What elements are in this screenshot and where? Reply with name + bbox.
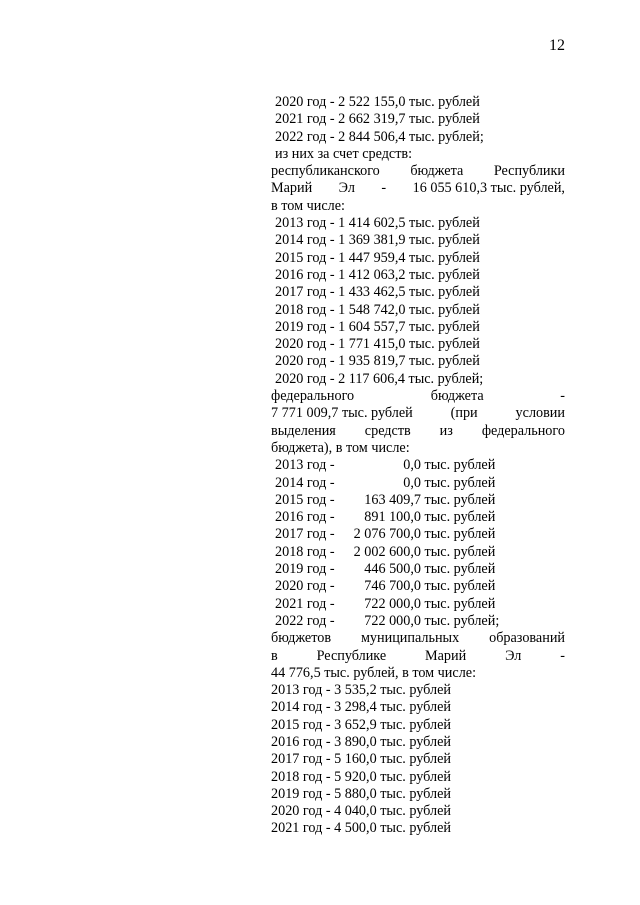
word: муниципальных: [360, 630, 460, 647]
word: -: [560, 647, 565, 664]
amount: 0,0: [403, 474, 421, 491]
word: республиканского: [271, 163, 380, 180]
word: (при: [450, 405, 478, 422]
year-label: 2014 год -: [275, 474, 335, 491]
year-line: 2019 год - 5 880,0 тыс. рублей: [271, 785, 451, 802]
republic-heading-line-1: [271, 163, 565, 180]
page-number: 12: [549, 37, 565, 54]
word: бюджета: [410, 163, 464, 180]
federal-year-row: [271, 475, 565, 492]
amount: 446 500,0: [364, 561, 421, 578]
year-label: 2020 год -: [275, 578, 335, 595]
word: -: [381, 180, 387, 197]
federal-year-row: [271, 578, 565, 595]
year-label: 2015 год -: [275, 491, 335, 508]
amount: 2 002 600,0: [353, 543, 421, 560]
year-line: 2016 год - 1 412 063,2 тыс. рублей: [275, 266, 480, 283]
year-line: 2014 год - 3 298,4 тыс. рублей: [271, 699, 451, 716]
unit: тыс. рублей: [421, 578, 496, 595]
year-label: 2021 год -: [275, 595, 335, 612]
federal-year-row: [271, 492, 565, 509]
year-line: 2017 год - 5 160,0 тыс. рублей: [271, 751, 451, 768]
year-line: 2019 год - 1 604 557,7 тыс. рублей: [275, 318, 480, 335]
year-label: 2018 год -: [275, 543, 335, 560]
word: Эл: [505, 647, 522, 664]
year-line: 2021 год - 4 500,0 тыс. рублей: [271, 820, 451, 837]
word: Республики: [493, 163, 565, 180]
year-line: 2015 год - 1 447 959,4 тыс. рублей: [275, 249, 480, 266]
federal-year-row: [271, 526, 565, 543]
unit: тыс. рублей: [421, 509, 496, 526]
year-line: 2020 год - 2 522 155,0 тыс. рублей: [275, 94, 480, 110]
word: средств: [364, 422, 411, 439]
word: Марий: [271, 180, 313, 197]
word: федерального: [481, 422, 565, 439]
year-line: 2020 год - 2 117 606,4 тыс. рублей;: [275, 370, 484, 387]
year-line: 2020 год - 4 040,0 тыс. рублей: [271, 803, 451, 820]
year-line: 2022 год - 2 844 506,4 тыс. рублей;: [275, 128, 484, 145]
federal-heading-line-4: бюджета), в том числе:: [271, 439, 410, 456]
year-line: 2020 год - 1 771 415,0 тыс. рублей: [275, 336, 480, 353]
amount: 891 100,0: [364, 509, 421, 526]
year-line: 2013 год - 3 535,2 тыс. рублей: [271, 682, 451, 699]
republic-total: 16 055 610,3 тыс. рублей,: [412, 180, 565, 197]
word: Республике: [316, 647, 387, 664]
municipal-total-line: 44 776,5 тыс. рублей, в том числе:: [271, 664, 477, 681]
word: из: [439, 422, 453, 439]
amount: 722 000,0: [364, 612, 421, 629]
year-line: 2018 год - 1 548 742,0 тыс. рублей: [275, 301, 480, 318]
word: бюджета: [430, 388, 484, 405]
word: условии: [515, 405, 565, 422]
word: в: [271, 647, 278, 664]
word: Эл: [338, 180, 355, 197]
word: выделения: [271, 422, 336, 439]
federal-total: 7 771 009,7 тыс. рублей: [271, 405, 413, 422]
word: бюджетов: [271, 630, 332, 647]
year-line: 2020 год - 1 935 819,7 тыс. рублей: [275, 353, 480, 370]
funding-intro: из них за счет средств:: [275, 145, 413, 162]
municipal-heading-line-1: [271, 630, 565, 647]
word: образований: [489, 630, 565, 647]
year-label: 2019 год -: [275, 561, 335, 578]
amount: 722 000,0: [364, 595, 421, 612]
year-line: 2013 год - 1 414 602,5 тыс. рублей: [275, 215, 480, 232]
unit: тыс. рублей;: [421, 612, 500, 629]
federal-year-row: [271, 613, 565, 630]
amount: 746 700,0: [364, 578, 421, 595]
year-label: 2017 год -: [275, 526, 335, 543]
federal-year-row: [271, 561, 565, 578]
federal-heading-line-1: [271, 388, 565, 405]
unit: тыс. рублей: [421, 526, 496, 543]
year-line: 2016 год - 3 890,0 тыс. рублей: [271, 733, 451, 750]
year-label: 2016 год -: [275, 509, 335, 526]
year-label: 2013 год -: [275, 457, 335, 474]
including-label: в том числе:: [271, 197, 345, 214]
federal-heading-line-3: [271, 423, 565, 440]
republic-heading-line-2: [271, 180, 565, 197]
amount: 2 076 700,0: [353, 526, 421, 543]
year-line: 2015 год - 3 652,9 тыс. рублей: [271, 716, 451, 733]
year-label: 2022 год -: [275, 612, 335, 629]
federal-year-row: [271, 544, 565, 561]
municipal-heading-line-2: [271, 648, 565, 665]
year-line: 2017 год - 1 433 462,5 тыс. рублей: [275, 284, 480, 301]
year-line: 2018 год - 5 920,0 тыс. рублей: [271, 768, 451, 785]
unit: тыс. рублей: [421, 457, 496, 474]
year-line: 2014 год - 1 369 381,9 тыс. рублей: [275, 232, 480, 249]
federal-year-row: [271, 509, 565, 526]
year-line: 2021 год - 2 662 319,7 тыс. рублей: [275, 111, 480, 128]
document-body: [271, 94, 565, 838]
unit: тыс. рублей: [421, 543, 496, 560]
federal-year-row: [271, 457, 565, 474]
amount: 0,0: [403, 457, 421, 474]
unit: тыс. рублей: [421, 595, 496, 612]
amount: 163 409,7: [364, 491, 421, 508]
federal-year-row: [271, 596, 565, 613]
word: федерального: [271, 388, 355, 405]
unit: тыс. рублей: [421, 491, 496, 508]
federal-heading-line-2: [271, 405, 565, 422]
word: Марий: [425, 647, 467, 664]
unit: тыс. рублей: [421, 561, 496, 578]
word: -: [560, 388, 565, 405]
unit: тыс. рублей: [421, 474, 496, 491]
